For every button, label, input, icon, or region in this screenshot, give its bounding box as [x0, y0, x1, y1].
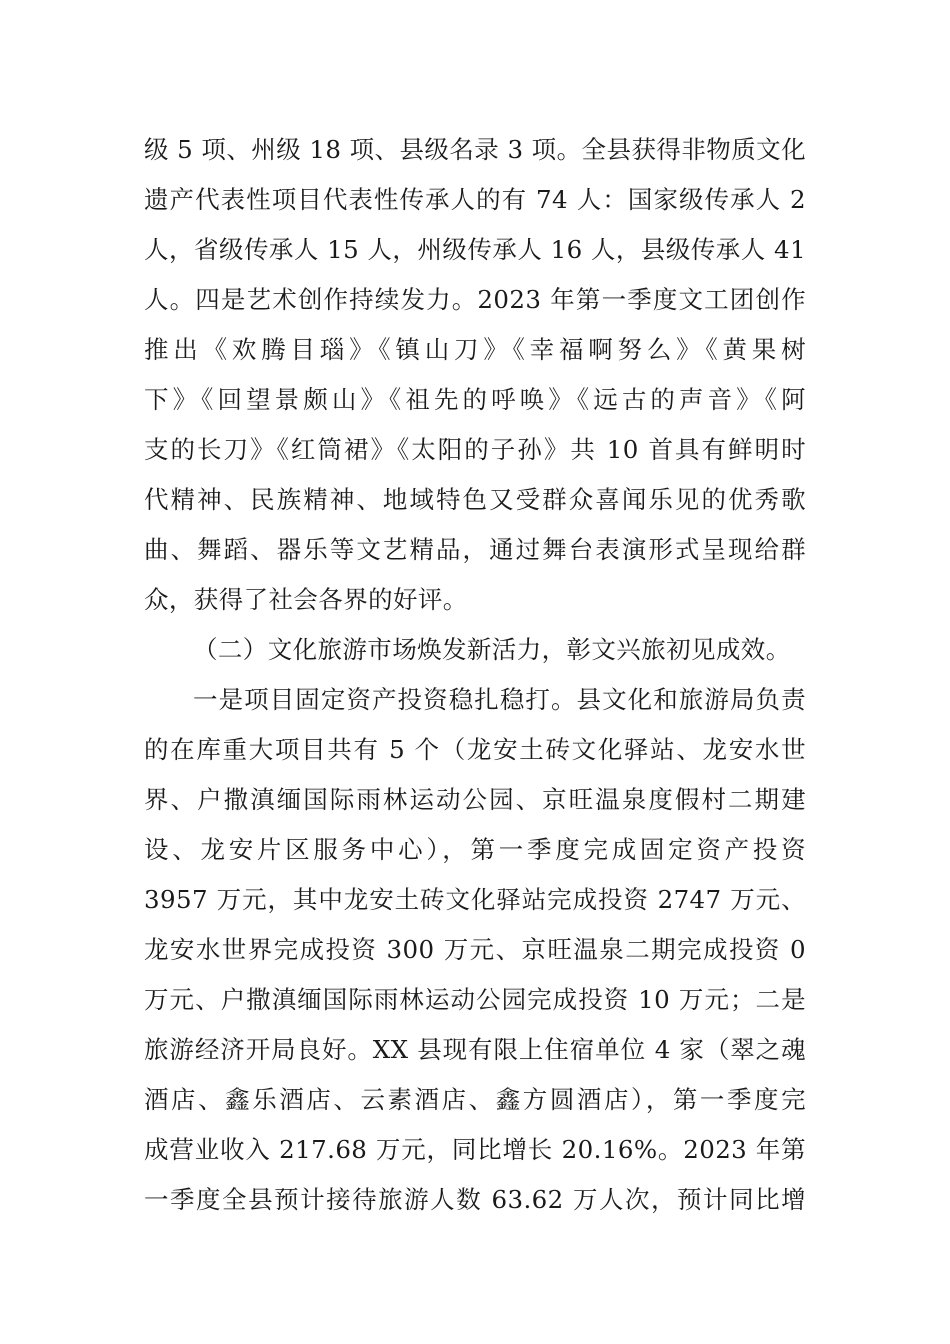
text-line: 酒店、鑫乐酒店、云素酒店、鑫方圆酒店），第一季度完	[144, 1085, 806, 1114]
text-line: 一季度全县预计接待旅游人数 63.62 万人次，预计同比增	[144, 1185, 806, 1214]
text-line: 设、龙安片区服务中心），第一季度完成固定资产投资	[144, 835, 806, 864]
text-line: 成营业收入 217.68 万元，同比增长 20.16%。2023 年第	[144, 1135, 806, 1164]
text-line: 遗产代表性项目代表性传承人的有 74 人：国家级传承人 2	[144, 185, 806, 214]
text-line: 万元、户撒滇缅国际雨林运动公园完成投资 10 万元；二是	[144, 985, 806, 1014]
text-line: 支的长刀》《红筒裙》《太阳的子孙》共 10 首具有鲜明时	[144, 435, 806, 464]
text-line: 推出《欢腾目瑙》《镇山刀》《幸福啊努么》《黄果树	[144, 335, 806, 364]
text-line: 众，获得了社会各界的好评。	[144, 585, 468, 614]
section-heading: （二）文化旅游市场焕发新活力，彰文兴旅初见成效。	[193, 635, 791, 664]
text-line: 下》《回望景颇山》《祖先的呼唤》《远古的声音》《阿	[144, 385, 806, 414]
text-line: 3957 万元，其中龙安土砖文化驿站完成投资 2747 万元、	[144, 885, 806, 914]
text-line: 一是项目固定资产投资稳扎稳打。县文化和旅游局负责	[193, 685, 806, 714]
text-line: 级 5 项、州级 18 项、县级名录 3 项。全县获得非物质文化	[144, 135, 806, 164]
text-line: 曲、舞蹈、器乐等文艺精品，通过舞台表演形式呈现给群	[144, 535, 806, 564]
text-line: 旅游经济开局良好。XX 县现有限上住宿单位 4 家（翠之魂	[144, 1035, 806, 1064]
text-line: 的在库重大项目共有 5 个（龙安土砖文化驿站、龙安水世	[144, 735, 806, 764]
text-line: 人，省级传承人 15 人，州级传承人 16 人，县级传承人 41	[144, 235, 806, 264]
text-line: 龙安水世界完成投资 300 万元、京旺温泉二期完成投资 0	[144, 935, 806, 964]
text-line: 界、户撒滇缅国际雨林运动公园、京旺温泉度假村二期建	[144, 785, 806, 814]
text-line: 代精神、民族精神、地域特色又受群众喜闻乐见的优秀歌	[144, 485, 806, 514]
text-line: 人。四是艺术创作持续发力。2023 年第一季度文工团创作	[144, 285, 806, 314]
